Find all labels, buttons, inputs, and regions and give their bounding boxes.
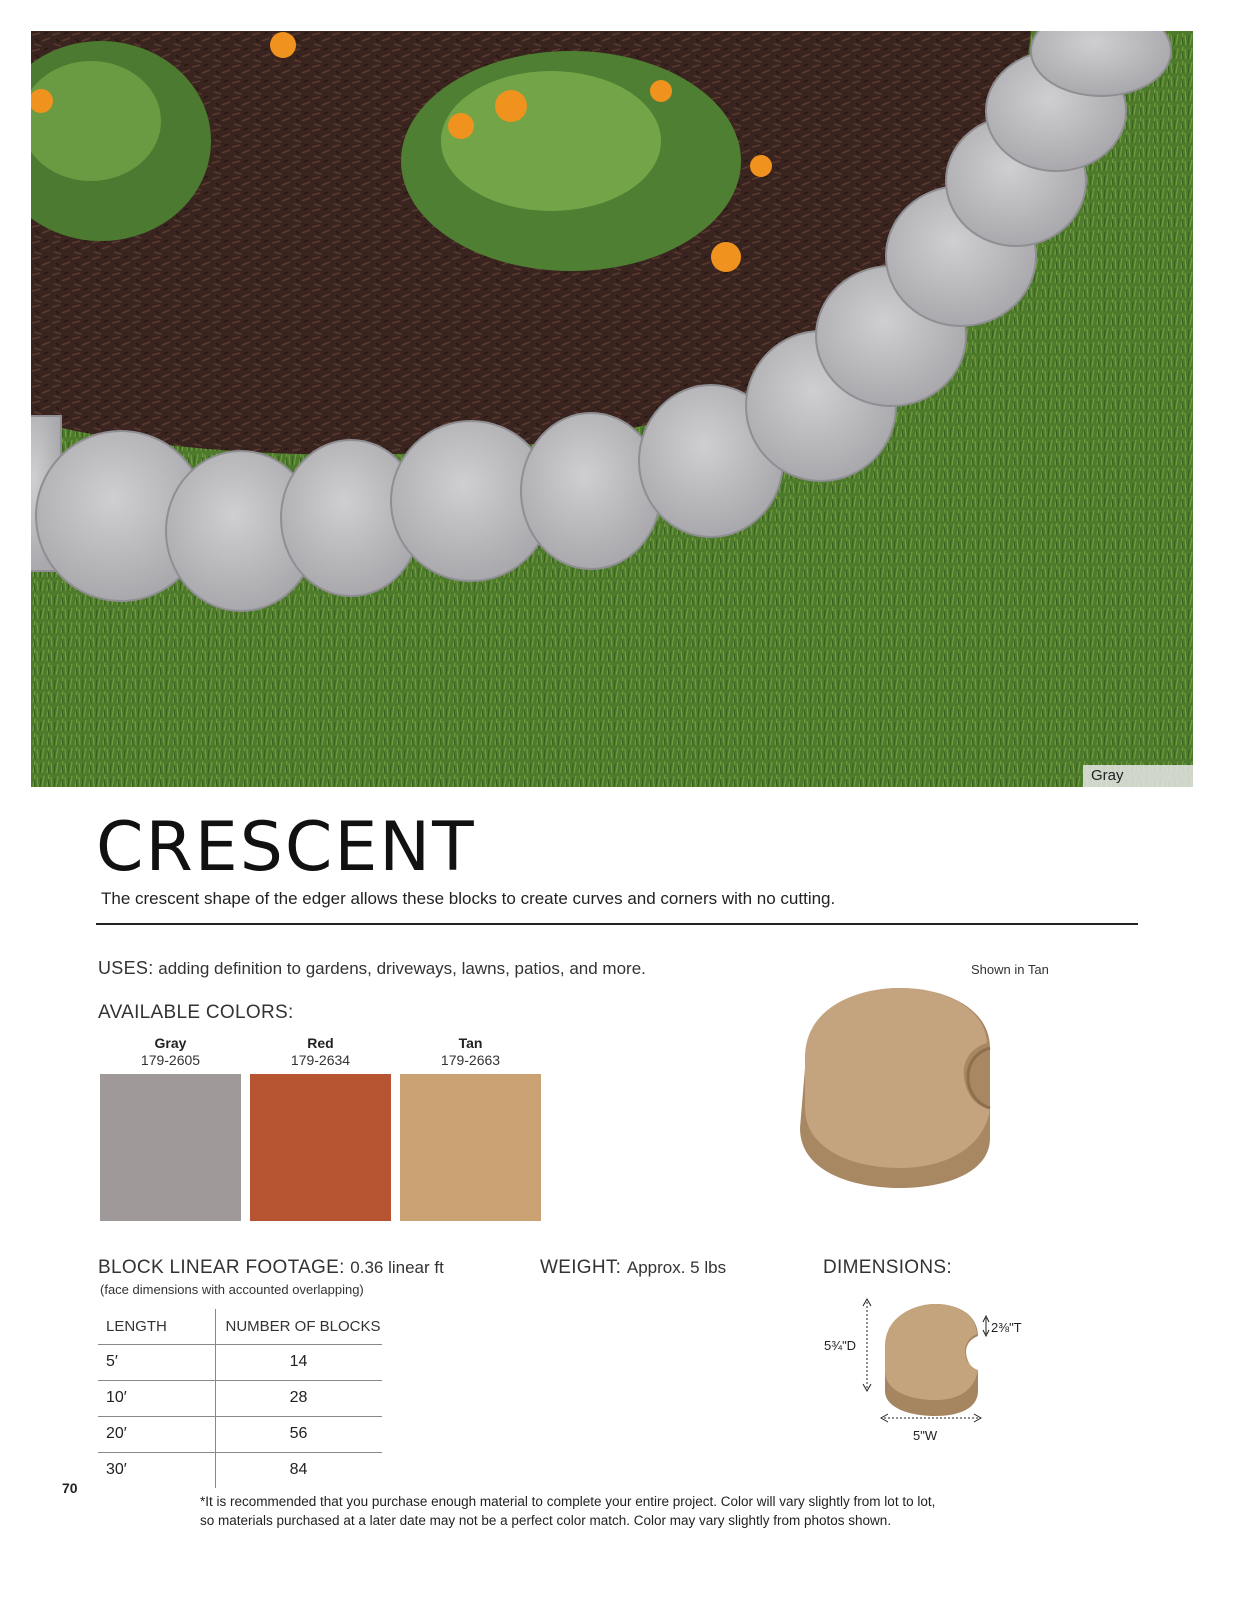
color-sku: 179-2605: [140, 1052, 201, 1068]
plant-cluster-center: [401, 51, 741, 271]
divider: [96, 923, 1138, 925]
weight-label: WEIGHT:: [540, 1257, 622, 1278]
block-count-table: [98, 1309, 382, 1488]
color-swatch: [250, 1074, 391, 1221]
length-cell: 20′: [98, 1416, 215, 1452]
column-header-length: LENGTH: [98, 1309, 215, 1344]
dimension-depth: 5¾"D: [824, 1338, 857, 1353]
footnote-line: *It is recommended that you purchase enough material to complete your entire project. Color will vary slightly from lot to lot,: [200, 1494, 936, 1509]
uses-label: USES:: [98, 958, 154, 978]
page-number: 70: [62, 1480, 78, 1496]
footage-value: 0.36 linear ft: [350, 1258, 444, 1277]
garden-edging-photo: [31, 31, 1193, 787]
product-title: CRESCENT: [96, 808, 476, 887]
footnote-line: so materials purchased at a later date may not be a perfect color match. Color may vary slightly from photos shown.: [200, 1513, 892, 1528]
blocks-cell: 14: [215, 1344, 382, 1380]
uses-text: adding definition to gardens, driveways, lawns, patios, and more.: [158, 959, 646, 978]
color-sku: 179-2634: [290, 1052, 351, 1068]
weight-value: Approx. 5 lbs: [626, 1258, 727, 1277]
length-cell: 5′: [98, 1344, 215, 1380]
column-header-blocks: NUMBER OF BLOCKS: [215, 1309, 382, 1344]
footage-note: (face dimensions with accounted overlapping): [100, 1282, 364, 1297]
color-option-red: [250, 1035, 391, 1069]
color-swatch: [400, 1074, 541, 1221]
linear-footage: [98, 1257, 444, 1279]
dimensions-label: DIMENSIONS:: [823, 1257, 952, 1278]
color-sku: 179-2663: [440, 1052, 501, 1068]
table-header-row: [98, 1309, 382, 1344]
table-row: [98, 1416, 382, 1452]
uses-line: [98, 958, 646, 979]
color-option-tan: [400, 1035, 541, 1069]
color-option-gray: [100, 1035, 241, 1069]
weight: [540, 1257, 726, 1279]
color-name: Red: [307, 1035, 334, 1051]
color-swatch: [100, 1074, 241, 1221]
table-row: [98, 1380, 382, 1416]
dimension-diagram: [820, 1296, 1040, 1431]
tan-block-photo: [795, 988, 1005, 1193]
table-row: [98, 1344, 382, 1380]
available-colors-label: AVAILABLE COLORS:: [98, 1002, 294, 1023]
length-cell: 10′: [98, 1380, 215, 1416]
dimension-width: 5"W: [913, 1428, 938, 1443]
color-name: Gray: [154, 1035, 187, 1051]
length-cell: 30′: [98, 1452, 215, 1488]
blocks-cell: 56: [215, 1416, 382, 1452]
shown-in-note: Shown in Tan: [971, 962, 1049, 977]
table-row: [98, 1452, 382, 1488]
color-name: Tan: [458, 1035, 483, 1051]
photo-color-caption: Gray: [1083, 765, 1193, 787]
footage-label: BLOCK LINEAR FOOTAGE:: [98, 1257, 345, 1278]
product-subtitle: The crescent shape of the edger allows these blocks to create curves and corners with no cutting.: [101, 889, 836, 908]
blocks-cell: 28: [215, 1380, 382, 1416]
hero-photo: [31, 31, 1193, 787]
footnote: [200, 1492, 935, 1530]
blocks-cell: 84: [289, 1461, 308, 1478]
dimension-thickness: 2⅜"T: [991, 1320, 1022, 1335]
